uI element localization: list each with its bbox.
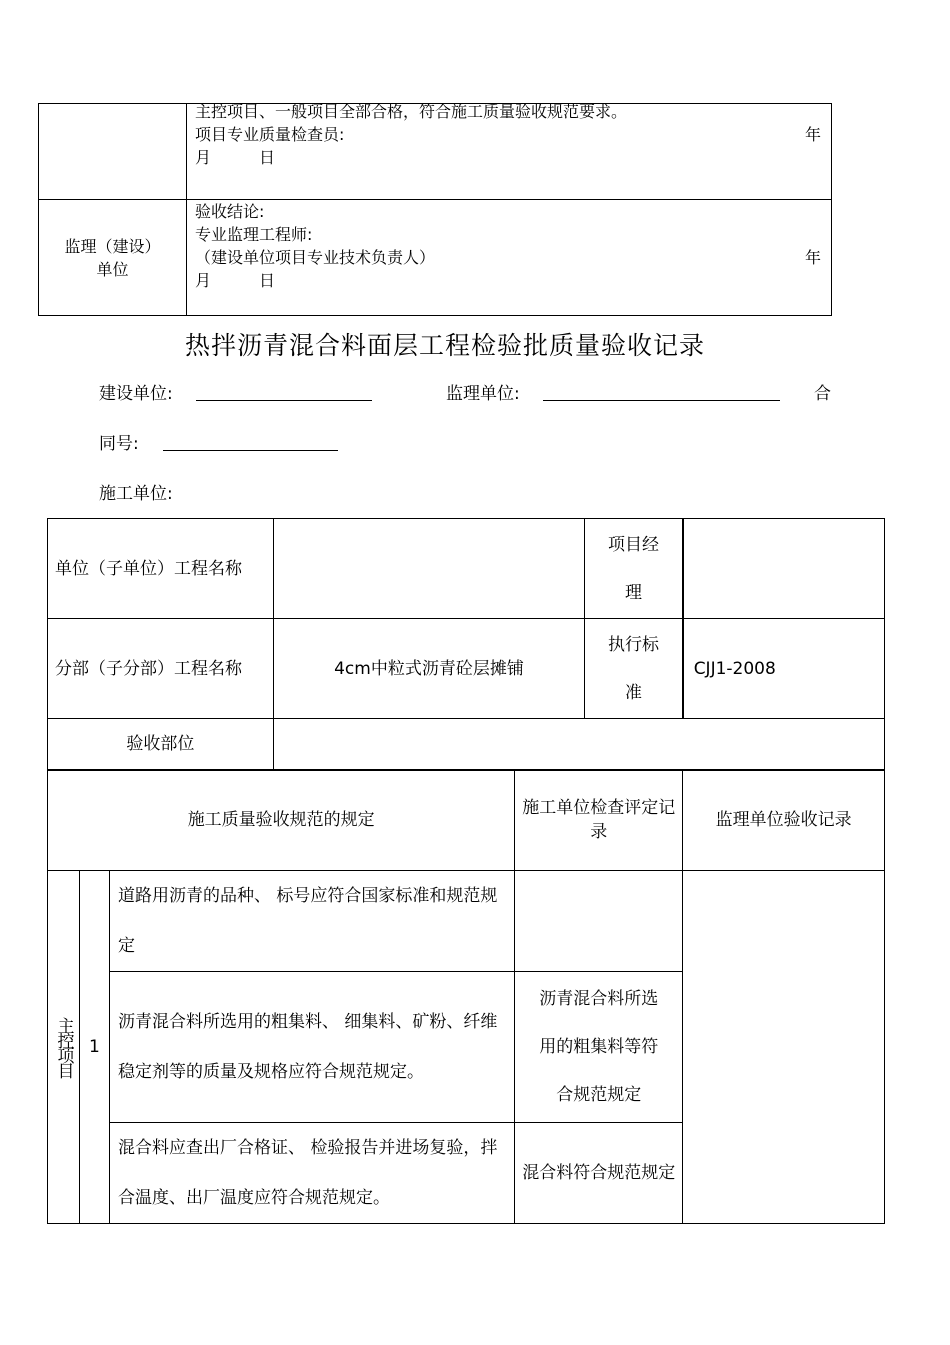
main-control-items-label: 主控项目 <box>53 1017 74 1077</box>
top-row1-label-cell <box>39 104 187 200</box>
top-signoff-table <box>38 103 832 316</box>
accept-part-label: 验收部位 <box>48 719 274 770</box>
inspection-table <box>47 518 885 1224</box>
spec-row-3-text: 混合料应查出厂合格证、 检验报告并进场复验，拌合温度、出厂温度应符合规范规定。 <box>117 1138 498 1208</box>
accept-part-value[interactable] <box>273 719 884 770</box>
unit-project-label <box>55 545 273 593</box>
sub-project-value[interactable]: 4cm中粒式沥青砼层摊铺 <box>273 619 585 719</box>
construct-unit-label: 施工单位: <box>99 484 173 504</box>
pm-value[interactable] <box>683 519 885 619</box>
unit-project-label-text: 单位（子单位）工程名称 <box>55 558 242 579</box>
contract-no-label: 同号: <box>99 434 139 454</box>
spec-row-1 <box>109 871 514 972</box>
acceptance-conclusion-label: 验收结论: <box>195 202 265 221</box>
standard-value[interactable]: CJJ1-2008 <box>683 619 885 719</box>
build-unit-label: 建设单位: <box>99 384 173 404</box>
supervision-record-cell[interactable] <box>683 871 885 1224</box>
document-title: 热拌沥青混合料面层工程检验批质量验收记录 <box>184 331 705 360</box>
month-day-label-2: 月 日 <box>195 271 276 290</box>
year-label: 年 <box>804 125 821 144</box>
contract-no-underline[interactable] <box>163 450 338 451</box>
quality-inspector-label: 项目专业质量检查员: <box>195 125 345 144</box>
year-label-2: 年 <box>804 248 821 267</box>
quality-conclusion-text: 主控项目、一般项目全部合格，符合施工质量验收规范要求。 <box>195 102 628 121</box>
supervise-unit-label: 监理单位: <box>446 384 520 404</box>
owner-tech-lead-label: （建设单位项目专业技术负责人） <box>195 248 436 267</box>
col-header-record: 施工单位检查评定记录 <box>515 770 683 871</box>
contract-he-label: 合 <box>814 384 831 404</box>
build-unit-underline[interactable] <box>196 400 372 401</box>
col-header-supervision: 监理单位验收记录 <box>683 770 885 871</box>
sub-project-label-cell <box>48 619 274 719</box>
sub-project-label: 分部（子分部）工程名称 <box>55 658 242 679</box>
supervising-engineer-label: 专业监理工程师: <box>195 225 313 244</box>
col-header-spec: 施工质量验收规范的规定 <box>48 770 515 871</box>
month-day-label: 月 日 <box>195 148 276 167</box>
record-row-2[interactable]: 沥青混合料所选用的粗集料等符合规范规定 <box>515 972 683 1123</box>
spec-row-2-text: 沥青混合料所选用的粗集料、 细集料、矿粉、纤维稳定剂等的质量及规格应符合规范规定。 <box>117 1012 498 1082</box>
supervision-unit-label: 监理（建设） 单位 <box>39 200 187 316</box>
pm-label: 项目经理 <box>585 519 683 619</box>
unit-project-label-cell <box>48 519 274 619</box>
record-row-1[interactable] <box>515 871 683 972</box>
group-label-cell <box>48 871 80 1224</box>
spec-row-1-text: 道路用沥青的品种、 标号应符合国家标准和规范规定 <box>117 886 498 956</box>
top-row2-content-cell <box>187 200 832 316</box>
unit-project-value[interactable] <box>273 519 585 619</box>
supervise-unit-underline[interactable] <box>543 400 780 401</box>
top-row1-content-cell <box>187 104 832 200</box>
spec-row-2 <box>109 972 514 1123</box>
record-row-3[interactable]: 混合料符合规范规定 <box>515 1123 683 1224</box>
spec-row-3 <box>109 1123 514 1224</box>
item-number: 1 <box>79 871 109 1224</box>
standard-label: 执行标准 <box>585 619 683 719</box>
